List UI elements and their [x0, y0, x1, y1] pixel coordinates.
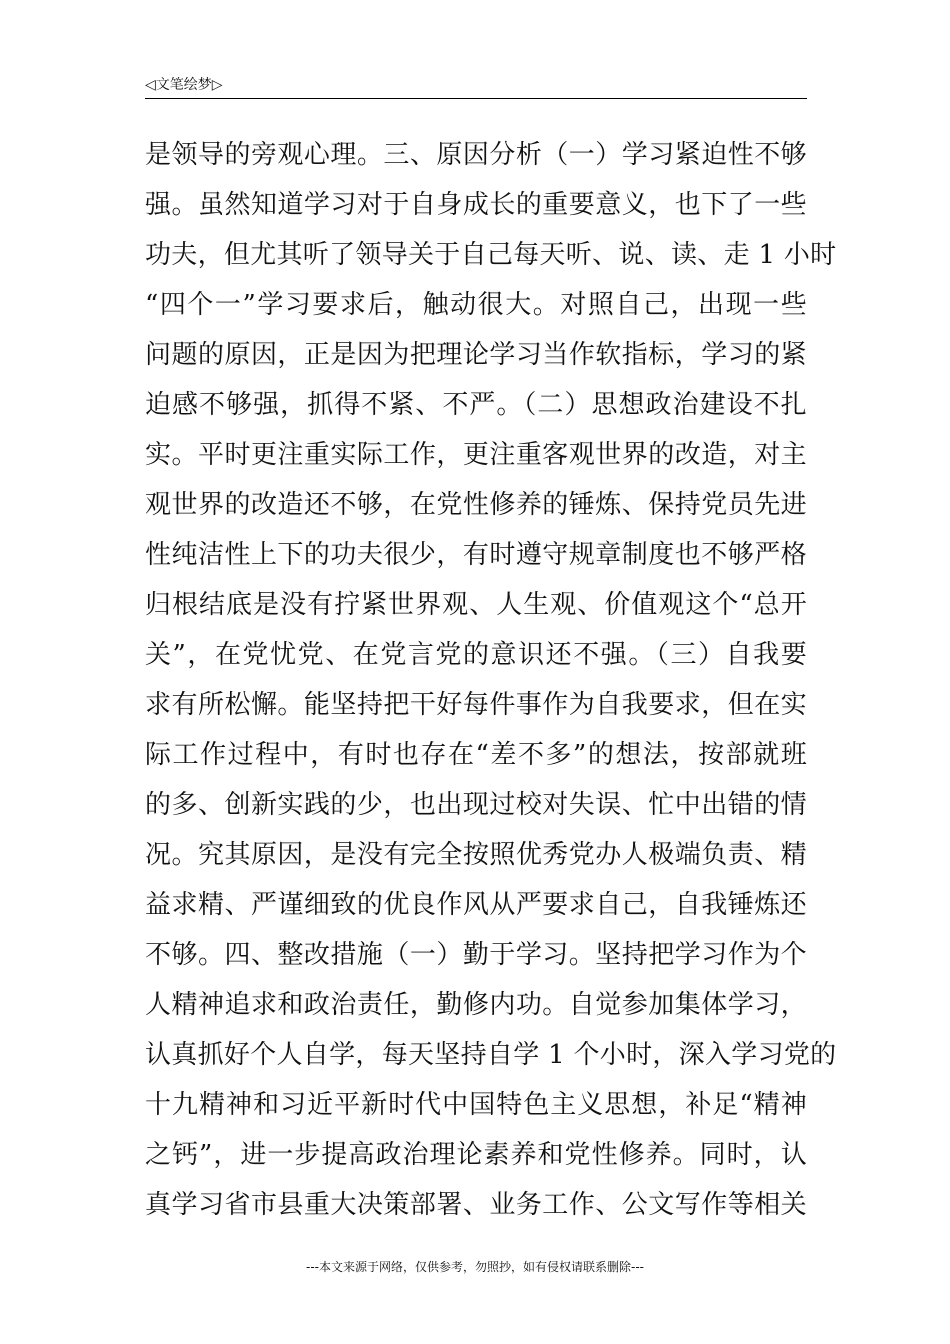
- body-line: 真学习省市县重大决策部署、业务工作、公文写作等相关: [145, 1190, 807, 1220]
- header-label: ◁文笔绘梦▷: [145, 77, 223, 93]
- body-line: 人精神追求和政治责任，勤修内功。自觉参加集体学习，: [145, 990, 807, 1020]
- body-line: 际工作过程中，有时也存在“差不多”的想法，按部就班: [145, 740, 807, 770]
- body-line: 十九精神和习近平新时代中国特色主义思想，补足“精神: [145, 1090, 807, 1120]
- body-line: 功夫，但尤其听了领导关于自己每天听、说、读、走 1 小时: [145, 240, 837, 270]
- body-line: 迫感不够强，抓得不紧、不严。（二）思想政治建设不扎: [145, 390, 807, 420]
- body-line: 认真抓好个人自学，每天坚持自学 1 个小时，深入学习党的: [145, 1040, 837, 1070]
- body-line: 况。究其原因，是没有完全按照优秀党办人极端负责、精: [145, 840, 807, 870]
- body-line: 关”，在党忧党、在党言党的意识还不强。（三）自我要: [145, 640, 807, 670]
- body-line: 性纯洁性上下的功夫很少，有时遵守规章制度也不够严格: [145, 540, 807, 570]
- body-line: 强。虽然知道学习对于自身成长的重要意义，也下了一些: [145, 190, 807, 220]
- body-line: “四个一”学习要求后，触动很大。对照自己，出现一些: [145, 290, 807, 320]
- body-line: 益求精、严谨细致的优良作风从严要求自己，自我锤炼还: [145, 890, 807, 920]
- body-line: 实。平时更注重实际工作，更注重客观世界的改造，对主: [145, 440, 807, 470]
- body-line: 不够。四、整改措施（一）勤于学习。坚持把学习作为个: [145, 940, 807, 970]
- body-line: 之钙”，进一步提高政治理论素养和党性修养。同时，认: [145, 1140, 807, 1170]
- body-line: 问题的原因，正是因为把理论学习当作软指标，学习的紧: [145, 340, 807, 370]
- body-line: 观世界的改造还不够，在党性修养的锤炼、保持党员先进: [145, 490, 807, 520]
- body-line: 的多、创新实践的少，也出现过校对失误、忙中出错的情: [145, 790, 807, 820]
- body-line: 是领导的旁观心理。三、原因分析（一）学习紧迫性不够: [145, 140, 807, 170]
- body-line: 归根结底是没有拧紧世界观、人生观、价值观这个“总开: [145, 590, 807, 620]
- body-line: 求有所松懈。能坚持把干好每件事作为自我要求，但在实: [145, 690, 807, 720]
- page-header: [145, 74, 807, 99]
- document-body: [145, 130, 837, 1230]
- page-footer: ---本文来源于网络，仅供参考，勿照抄，如有侵权请联系删除---: [306, 1260, 644, 1274]
